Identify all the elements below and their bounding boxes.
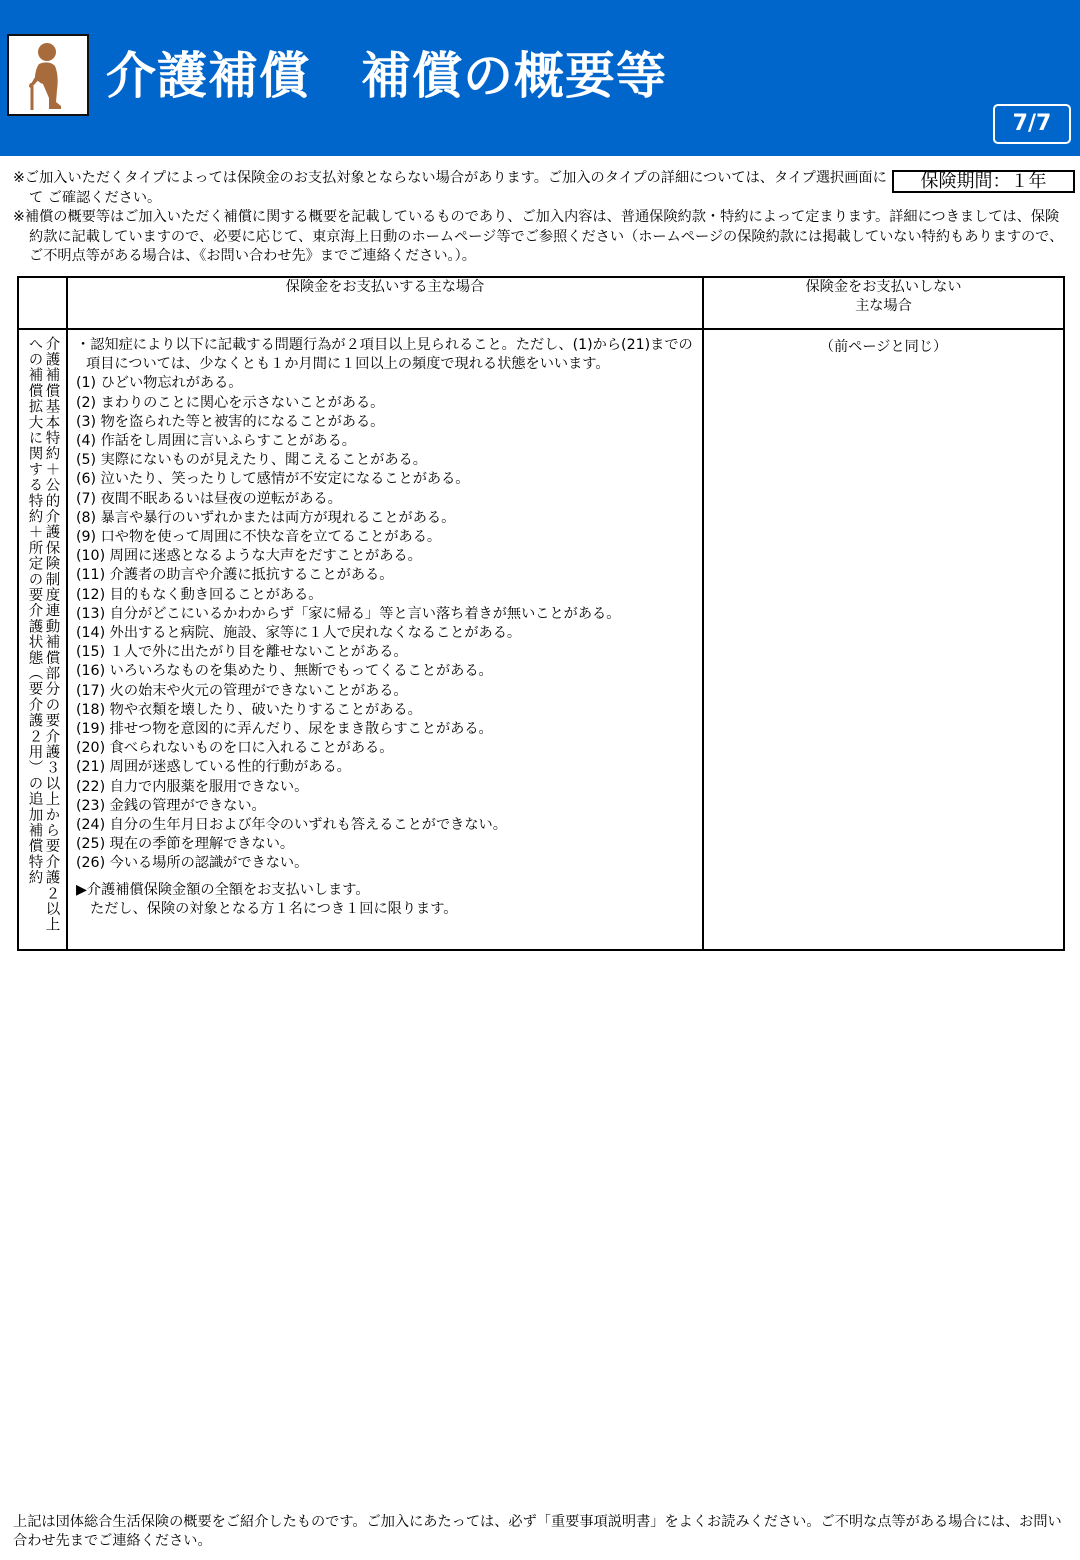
header-no-pay-line1: 保険金をお支払いしない [805,279,962,295]
list-item: (2) まわりのことに関心を示さないことがある。 [76,394,385,411]
header-no-pay-cases [703,277,1064,329]
payment-line-1: ▶介護補償保険金額の全額をお支払いします。 [76,881,370,898]
list-item: (6) 泣いたり、笑ったりして感情が不安定になることがある。 [76,471,470,488]
list-item: (16) いろいろなものを集めたり、無断でもってくることがある。 [76,663,493,680]
list-item: (8) 暴言や暴行のいずれかまたは両方が現れることがある。 [76,509,456,526]
list-item: (18) 物や衣類を壊したり、破いたりすることがある。 [76,701,422,718]
no-pay-cases-cell [703,329,1064,950]
list-item: (25) 現在の季節を理解できない。 [76,836,295,853]
list-item: (24) 自分の生年月日および年令のいずれも答えることができない。 [76,817,507,834]
elderly-person-icon [7,34,89,116]
list-item: (1) ひどい物忘れがある。 [76,375,243,392]
problem-behavior-list [76,374,696,873]
footer-disclaimer: 上記は団体総合生活保険の概要をご紹介したものです。ご加入にあたっては、必ず「重要事項説明書」をよくお読みください。ご不明な点等がある場合には、お問い合わせ先までご連絡ください。 [13,1514,1062,1549]
list-item: (3) 物を盗られた等と被害的になることがある。 [76,413,385,430]
list-item: (12) 目的もなく動き回ることがある。 [76,586,323,603]
note-coverage-overview: ※補償の概要等はご加入いただく補償に関する概要を記載しているものであり、ご加入内容は、普通保険約款・特約によって定まります。詳細につきましては、保険約款に記載していますので、必要に応じて、東京海上日動のホームページ等でご参照ください（ホームページの保険約款には掲載していない特約もありますので、ご不明点等がある場合は、《お問い合わせ先》までご連絡ください。）。 [13,209,1064,264]
pay-cases-cell [67,329,703,950]
note-coverage-type: ※ご加入いただくタイプによっては保険金のお支払対象とならない場合があります。ご加入のタイプの詳細については、タイプ選択画面にて ご確認ください。 [13,170,887,206]
table-header-row [18,277,1064,329]
list-item: (15) １人で外に出たがり目を離せないことがある。 [76,644,408,661]
elderly-person-with-cane-icon [9,36,87,114]
list-item: (4) 作話をし周囲に言いふらすことがある。 [76,433,356,450]
list-item: (19) 排せつ物を意図的に弄んだり、尿をまき散らすことがある。 [76,721,493,738]
page-title: 介護補償 補償の概要等 [106,47,667,105]
list-item: (10) 周囲に迷惑となるような大声をだすことがある。 [76,548,422,565]
list-item: (22) 自力で内服薬を服用できない。 [76,778,309,795]
same-as-previous-page: （前ページと同じ） [819,339,948,355]
list-item: (26) 今いる場所の認識ができない。 [76,855,309,872]
row-label: 介護補償基本特約＋公的介護保険制度連動補償部分の要介護３以上から要介護２以上への補償拡大に関する特約＋所定の要介護状態（要介護２用）の追加補償特約 [26,336,60,933]
lead-condition: ・認知症により以下に記載する問題行為が２項目以上見られること。ただし、(1)から(21)までの項目については、少なくとも１か月間に１回以上の頻度で現れる状態をいいます。 [76,337,693,373]
list-item: (5) 実際にないものが見えたり、聞こえることがある。 [76,452,427,469]
insurance-period-badge: 保険期間：１年 [892,170,1075,193]
list-item: (14) 外出すると病院、施設、家等に１人で戻れなくなることがある。 [76,625,522,642]
list-item: (21) 周囲が迷惑している性的行動がある。 [76,759,351,776]
page-header [0,0,1080,156]
list-item: (13) 自分がどこにいるかわからず「家に帰る」等と言い落ち着きが無いことがある。 [76,605,621,622]
coverage-table [17,276,1065,951]
list-item: (7) 夜間不眠あるいは昼夜の逆転がある。 [76,490,342,507]
table-row [18,329,1064,950]
header-blank [18,277,67,329]
list-item: (9) 口や物を使って周囲に不快な音を立てることがある。 [76,529,442,546]
list-item: (17) 火の始末や火元の管理ができないことがある。 [76,682,408,699]
list-item: (11) 介護者の助言や介護に抵抗することがある。 [76,567,394,584]
header-pay-cases: 保険金をお支払いする主な場合 [67,277,703,329]
page-indicator: 7/7 [993,104,1071,144]
notes [13,169,893,208]
payment-line-2: ただし、保険の対象となる方１名につき１回に限ります。 [90,900,458,917]
header-no-pay-line2: 主な場合 [855,298,912,314]
row-label-cell [18,329,67,950]
list-item: (23) 金銭の管理ができない。 [76,797,266,814]
list-item: (20) 食べられないものを口に入れることがある。 [76,740,394,757]
